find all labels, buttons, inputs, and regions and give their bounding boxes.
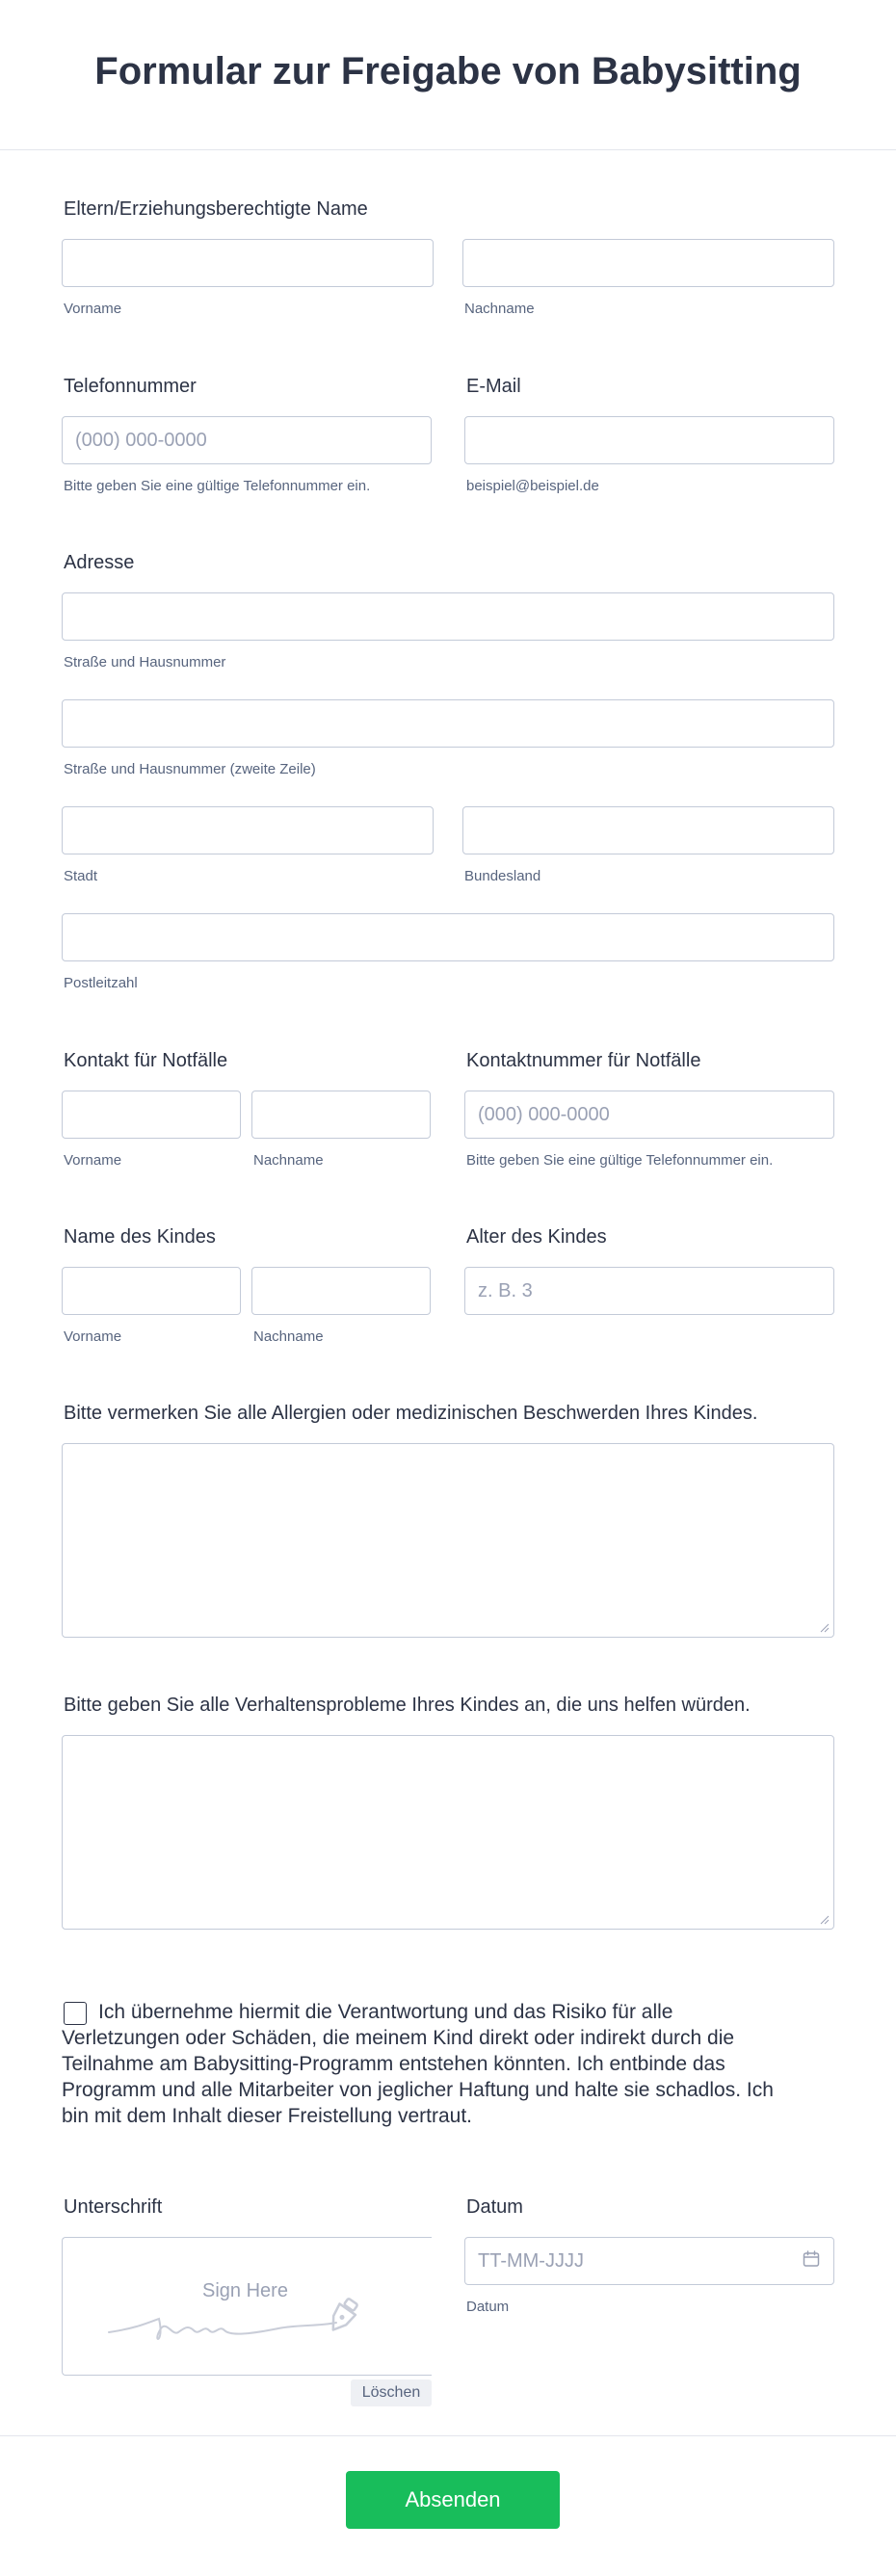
phone-hint: Bitte geben Sie eine gültige Telefonnummer ein. [64, 478, 371, 494]
email-label: E-Mail [466, 376, 521, 397]
zip-hint: Postleitzahl [64, 975, 138, 991]
calendar-icon[interactable] [802, 2249, 821, 2269]
signature-pad[interactable] [62, 2237, 432, 2376]
email-input[interactable] [464, 416, 834, 464]
email-hint: beispiel@beispiel.de [466, 478, 599, 494]
address-label: Adresse [64, 552, 135, 573]
signature-scribble-icon [105, 2286, 394, 2353]
form-header [0, 0, 896, 150]
page-title: Formular zur Freigabe von Babysitting [94, 50, 802, 92]
emergency-phone-hint: Bitte geben Sie eine gültige Telefonnummer ein. [466, 1152, 774, 1169]
date-label: Datum [466, 2196, 523, 2218]
resize-grip-icon[interactable] [818, 1621, 830, 1633]
street-line2-input[interactable] [62, 699, 834, 748]
child-first-name-hint: Vorname [64, 1328, 122, 1345]
street-line2-hint: Straße und Hausnummer (zweite Zeile) [64, 761, 316, 777]
child-last-name-hint: Nachname [253, 1328, 324, 1345]
signature-label: Unterschrift [64, 2196, 163, 2218]
emergency-first-name-hint: Vorname [64, 1152, 122, 1169]
emergency-first-name-input[interactable] [62, 1091, 241, 1139]
child-name-label: Name des Kindes [64, 1226, 216, 1248]
behavior-label: Bitte geben Sie alle Verhaltensprobleme Ihres Kindes an, die uns helfen würden. [64, 1695, 751, 1716]
emergency-phone-input[interactable] [464, 1091, 834, 1139]
terms-text: Ich übernehme hiermit die Verantwortung und das Risiko für alle Verletzungen oder Schäden, die meinem Kind direkt oder indirekt durch die Teilnahme am Babysitting-Programm entstehen könnten. Ich entbinde das Programm und alle Mitarbeiter von jeglicher Haftung und halte sie schadlos. Ich bin mit dem Inhalt dieser Freistellung vertraut. [62, 2001, 774, 2127]
emergency-last-name-hint: Nachname [253, 1152, 324, 1169]
parent-first-name-hint: Vorname [64, 301, 122, 317]
parent-last-name-hint: Nachname [464, 301, 535, 317]
allergies-textarea[interactable] [62, 1443, 834, 1638]
state-hint: Bundesland [464, 868, 541, 884]
parent-first-name-input[interactable] [62, 239, 434, 287]
street-line1-hint: Straße und Hausnummer [64, 654, 226, 670]
resize-grip-icon[interactable] [818, 1913, 830, 1925]
city-hint: Stadt [64, 868, 98, 884]
allergies-label: Bitte vermerken Sie alle Allergien oder medizinischen Beschwerden Ihres Kindes. [64, 1403, 758, 1424]
street-line1-input[interactable] [62, 592, 834, 641]
behavior-textarea[interactable] [62, 1735, 834, 1930]
emergency-last-name-input[interactable] [251, 1091, 431, 1139]
phone-input[interactable] [62, 416, 432, 464]
zip-input[interactable] [62, 913, 834, 961]
date-input[interactable] [464, 2237, 834, 2285]
parent-name-label: Eltern/Erziehungsberechtigte Name [64, 198, 368, 220]
child-age-input[interactable] [464, 1267, 834, 1315]
emergency-phone-label: Kontaktnummer für Notfälle [466, 1050, 701, 1071]
signature-placeholder: Sign Here [202, 2280, 288, 2301]
footer-divider [0, 2435, 896, 2436]
submit-button[interactable]: Absenden [346, 2471, 560, 2529]
parent-last-name-input[interactable] [462, 239, 834, 287]
child-first-name-input[interactable] [62, 1267, 241, 1315]
child-age-label: Alter des Kindes [466, 1226, 607, 1248]
phone-label: Telefonnummer [64, 376, 197, 397]
child-last-name-input[interactable] [251, 1267, 431, 1315]
city-input[interactable] [62, 806, 434, 854]
state-input[interactable] [462, 806, 834, 854]
clear-signature-button[interactable]: Löschen [351, 2379, 432, 2406]
date-hint: Datum [466, 2299, 510, 2315]
emergency-contact-label: Kontakt für Notfälle [64, 1050, 228, 1071]
